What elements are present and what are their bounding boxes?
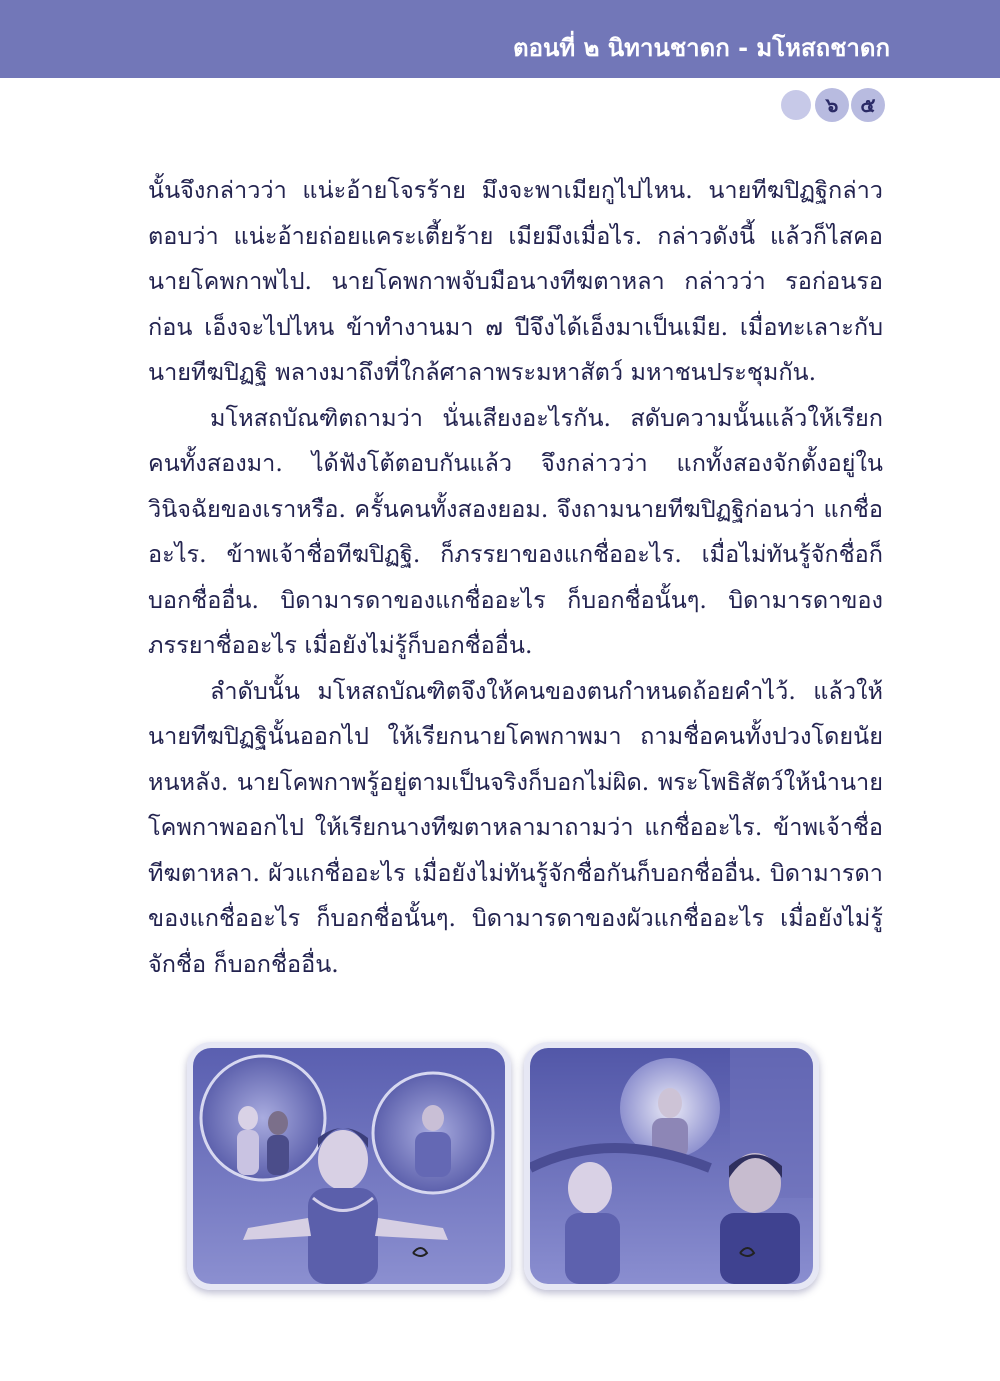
body-text — [148, 168, 883, 987]
page-number-badge — [781, 88, 885, 122]
right-illustration — [524, 1042, 819, 1290]
thought-bubble-left — [201, 1056, 325, 1180]
left-illustration — [187, 1042, 511, 1290]
left-illustration-art — [193, 1048, 505, 1284]
page-dot-decoration — [781, 90, 811, 120]
chapter-title: ตอนที่ ๒ นิทานชาดก - มโหสถชาดก — [512, 34, 890, 62]
right-illustration-art — [530, 1048, 813, 1284]
paragraph-2: มโหสถบัณฑิตถามว่า นั่นเสียงอะไรกัน. สดับความนั้นแล้วให้เรียกคนทั้งสองมา. ได้ฟังโต้ตอบกันแล้ว จึงกล่าวว่า แกทั้งสองจักตั้งอยู่ในวินิจฉัยของเราหรือ. ครั้นคนทั้งสองยอม. จึงถามนายทีฆปิฏฐิก่อนว่า แกชื่ออะไร. ข้าพเจ้าชื่อทีฆปิฏฐิ. ก็ภรรยาของแกชื่ออะไร. เมื่อไม่ทันรู้จักชื่อก็บอกชื่ออื่น. บิดามารดาของแกชื่ออะไร ก็บอกชื่อนั้นๆ. บิดามารดาของภรรยาชื่ออะไร เมื่อยังไม่รู้ก็บอกชื่ออื่น. — [148, 403, 883, 659]
header-bar — [0, 0, 1000, 78]
page-number-digit-2: ๕ — [851, 88, 885, 122]
page-number-digit-1: ๖ — [815, 88, 849, 122]
paragraph-1: นั้นจึงกล่าวว่า แน่ะอ้ายโจรร้าย มึงจะพาเมียกูไปไหน. นายทีฆปิฏฐิกล่าวตอบว่า แน่ะอ้ายถ่อยแคระเตี้ยร้าย เมียมึงเมื่อไร. กล่าวดังนี้ แล้วก็ไสคอนายโคพกาพไป. นายโคพกาพจับมือนางทีฆตาหลา กล่าวว่า รอก่อนรอก่อน เอ็งจะไปไหน ข้าทำงานมา ๗ ปีจึงได้เอ็งมาเป็นเมีย. เมื่อทะเลาะกับนายทีฆปิฏฐิ พลางมาถึงที่ใกล้ศาลาพระมหาสัตว์ มหาชนประชุมกัน. — [148, 176, 883, 386]
hero-face — [568, 1162, 612, 1214]
paragraph-3: ลำดับนั้น มโหสถบัณฑิตจึงให้คนของตนกำหนดถ้อยคำไว้. แล้วให้นายทีฆปิฏฐินั้นออกไป ให้เรียกนายโคพกาพมา ถามชื่อคนทั้งปวงโดยนัยหนหลัง. นายโคพกาพรู้อยู่ตามเป็นจริงก็บอกไม่ผิด. พระโพธิสัตว์ให้นำนายโคพกาพออกไป ให้เรียกนางทีฆตาหลามาถามว่า แกชื่ออะไร. ข้าพเจ้าชื่อทีฆตาหลา. ผัวแกชื่ออะไร เมื่อยังไม่ทันรู้จักชื่อกันก็บอกชื่ออื่น. บิดามารดาของแกชื่ออะไร ก็บอกชื่อนั้นๆ. บิดามารดาของผัวแกชื่ออะไร เมื่อยังไม่รู้จักชื่อ ก็บอกชื่ออื่น. — [148, 676, 883, 978]
hero-face — [318, 1130, 368, 1190]
